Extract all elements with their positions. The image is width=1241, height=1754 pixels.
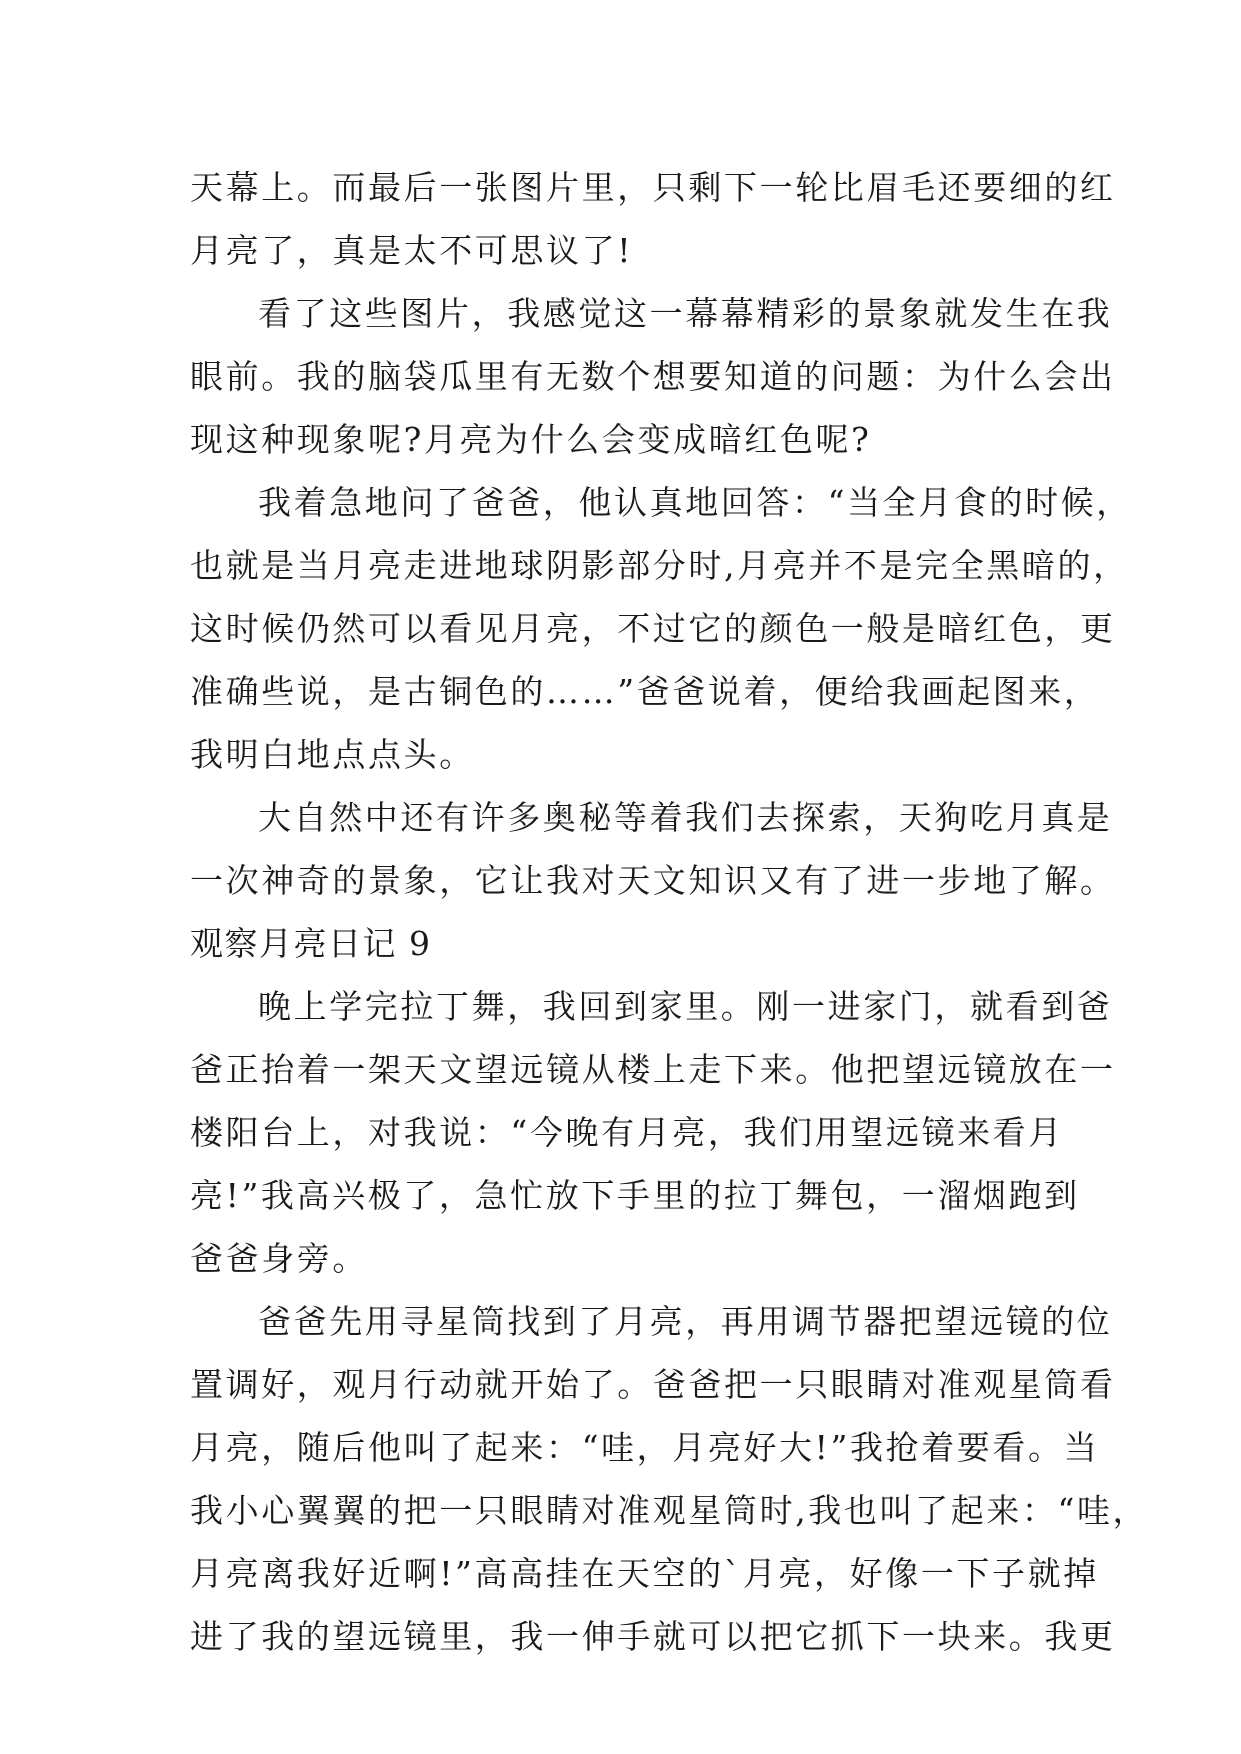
text-line: 我小心翼翼的把一只眼睛对准观星筒时,我也叫了起来：“哇，: [190, 1491, 1149, 1530]
paragraph-start-line: 我着急地问了爸爸，他认真地回答：“当全月食的时候，: [258, 483, 1132, 522]
text-line: 一次神奇的景象，它让我对天文知识又有了进一步地了解。: [190, 861, 1116, 900]
text-line: 眼前。我的脑袋瓜里有无数个想要知道的问题：为什么会出: [190, 357, 1116, 396]
text-line: 月亮，随后他叫了起来：“哇，月亮好大!”我抢着要看。当: [190, 1428, 1100, 1467]
section-heading: 观察月亮日记 9: [190, 924, 432, 963]
text-line: 进了我的望远镜里，我一伸手就可以把它抓下一块来。我更: [190, 1617, 1116, 1656]
text-line: 我明白地点点头。: [190, 735, 475, 774]
paragraph-start-line: 晚上学完拉丁舞，我回到家里。刚一进家门，就看到爸: [258, 987, 1113, 1026]
text-line: 天幕上。而最后一张图片里，只剩下一轮比眉毛还要细的红: [190, 168, 1116, 207]
document-body: [190, 156, 1149, 1668]
text-line: 置调好，观月行动就开始了。爸爸把一只眼睛对准观星筒看: [190, 1365, 1116, 1404]
text-line: 现这种现象呢?月亮为什么会变成暗红色呢?: [190, 420, 872, 459]
paragraph-start-line: 爸爸先用寻星筒找到了月亮，再用调节器把望远镜的位: [258, 1302, 1113, 1341]
paragraph-start-line: 看了这些图片，我感觉这一幕幕精彩的景象就发生在我: [258, 294, 1113, 333]
text-line: 月亮离我好近啊!”高高挂在天空的`月亮，好像一下子就掉: [190, 1554, 1099, 1593]
text-line: 也就是当月亮走进地球阴影部分时,月亮并不是完全黑暗的，: [190, 546, 1129, 585]
text-line: 准确些说，是古铜色的……”爸爸说着，便给我画起图来，: [190, 672, 1100, 711]
text-line: 楼阳台上，对我说：“今晚有月亮，我们用望远镜来看月: [190, 1113, 1064, 1152]
text-line: 爸正抬着一架天文望远镜从楼上走下来。他把望远镜放在一: [190, 1050, 1116, 1089]
paragraph-start-line: 大自然中还有许多奥秘等着我们去探索，天狗吃月真是: [258, 798, 1113, 837]
text-line: 这时候仍然可以看见月亮，不过它的颜色一般是暗红色，更: [190, 609, 1116, 648]
text-line: 亮!”我高兴极了，急忙放下手里的拉丁舞包，一溜烟跑到: [190, 1176, 1080, 1215]
text-line: 爸爸身旁。: [190, 1239, 368, 1278]
text-line: 月亮了，真是太不可思议了!: [190, 231, 634, 270]
